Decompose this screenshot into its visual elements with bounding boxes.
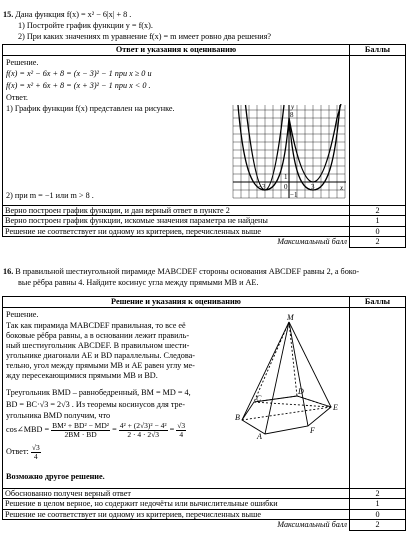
p15-criterion-text: Решение не соответствует ни одному из критериев, перечисленных выше (3, 226, 350, 236)
label-eight: 8 (290, 111, 294, 119)
graph-curve-left (246, 104, 346, 190)
answer-den: 4 (33, 451, 38, 461)
cos-formula: cos∠MBD = $\frac{\text{BM² + BD² − MD²}}{2BM \cdot BD}$ = $\frac{\text{4² + (2√3)² − 4²}}{2 \cdot 4 \cdot 2√3}$ = $\frac{√3}{4}$ (6, 421, 186, 439)
label-y: y (291, 104, 295, 111)
fraction-3 (176, 422, 186, 438)
cos-lhs: cos∠MBD = (6, 424, 50, 434)
p16-header-right: Баллы (350, 297, 406, 308)
problem-16-statement-text: В правильной шестиугольной пирамиде MABCDEF стороны основания ABCDEF равны 2, а боко- (15, 267, 360, 276)
p15-criterion-text: Верно построен график функции, искомые значения параметра не найдены (3, 216, 350, 226)
answer-num: √3 (31, 443, 40, 452)
p16-criterion-score: 1 (350, 499, 406, 509)
fraction-2-den: 2 · 4 · 2√3 (127, 429, 159, 439)
p16-criterion-score: 2 (350, 489, 406, 499)
problem-16-table (2, 296, 406, 531)
p16-sol-line: жду пересекающимися прямыми MB и BD. (6, 371, 158, 380)
p15-criterion-score: 2 (350, 206, 406, 216)
problem-16-number: 16. (3, 267, 14, 276)
p15-sol-line: Ответ. (6, 93, 28, 102)
p15-criterion-text: Верно построен график функции, и дан верный ответ в пункте 2 (3, 206, 350, 216)
p15-header-left: Ответ и указания к оцениванию (3, 45, 350, 56)
p15-criterion-score: 1 (350, 216, 406, 226)
function-graph (229, 104, 349, 200)
p15-solution-cell (3, 56, 350, 206)
p16-criterion-text: Решение в целом верное, но содержит недочёты или вычислительные ошибки (3, 499, 350, 509)
fraction-2 (119, 422, 168, 438)
answer-fraction (31, 444, 41, 460)
label-A: A (257, 432, 262, 441)
answer (6, 444, 41, 460)
p15-sol-line: f(x) = x² + 6x + 8 = (x + 3)² − 1 при x < 0 . (6, 81, 151, 90)
p16-sol-line: Решение. (6, 310, 39, 319)
p15-max-label: Максимальный балл (3, 237, 350, 247)
p15-criterion-score: 0 (350, 226, 406, 236)
p16-tri-line-3: угольника BMD получим, что (6, 411, 111, 420)
label-E: E (333, 403, 338, 412)
label-minus-three: −3 (258, 183, 266, 191)
p16-max-score: 2 (350, 520, 406, 530)
label-C: C (256, 394, 262, 403)
fraction-2-num: 4² + (2√3)² − 4² (119, 421, 167, 430)
label-zero: 0 (284, 183, 288, 191)
p15-sol-line: 1) График функции f(x) представлен на рисунке. (6, 104, 175, 113)
problem-15-task-1: 1) Постройте график функции y = f(x). (18, 21, 153, 30)
p16-solution-score (350, 308, 406, 489)
label-one: 1 (284, 173, 288, 181)
label-minus-one: −1 (290, 191, 298, 199)
problem-15-task-2: 2) При каких значениях m уравнение f(x) = m имеет ровно два решения? (18, 32, 272, 41)
p15-sol-line: f(x) = x² − 6x + 8 = (x − 3)² − 1 при x ≥ 0 и (6, 69, 152, 78)
answer-label: Ответ: (6, 446, 29, 456)
label-D: D (298, 387, 304, 396)
fraction-1-num: BM² + BD² − MD² (52, 421, 110, 430)
p15-sol-line: 2) при m = −1 или m > 8 . (6, 191, 94, 200)
p16-sol-line: боковые рёбра равны, а в основании лежит правиль- (6, 331, 190, 340)
fraction-3-den: 4 (179, 429, 184, 439)
p16-max-label: Максимальный балл (3, 520, 350, 530)
fraction-1-den: 2BM · BD (64, 429, 97, 439)
label-B: B (235, 413, 240, 422)
problem-15-table (2, 44, 406, 248)
p15-solution-score (350, 56, 406, 206)
p16-criterion-score: 0 (350, 509, 406, 519)
p16-sol-line: Так как пирамида MABCDEF правильная, то все её (6, 321, 186, 330)
p16-sol-line: угольнике диагонали AE и BD параллельны. Следова- (6, 351, 195, 360)
problem-15-number: 15. (3, 10, 14, 19)
problem-16-statement-1 (3, 267, 359, 277)
label-three: 3 (311, 183, 315, 191)
problem-15-intro-text: Дана функция f(x) = x² − 6|x| + 8 . (15, 10, 132, 19)
p16-sol-line: тельно, угол между прямыми MB и AE равен углу ме- (6, 361, 195, 370)
p16-tri-line-1: Треугольник BMD – равнобедренный, BM = MD = 4, (6, 388, 191, 397)
p16-criterion-text: Обоснованно получен верный ответ (3, 489, 350, 499)
fraction-3-num: √3 (177, 421, 186, 430)
p16-solution-cell (3, 308, 350, 489)
p16-sol-line: ный шестиугольник ABCDEF. В правильном шести- (6, 341, 190, 350)
label-M: M (287, 313, 294, 322)
p16-header-left: Решение и указания к оцениванию (3, 297, 350, 308)
label-x: x (340, 184, 344, 192)
pyramid-figure (232, 312, 352, 442)
problem-15-intro (3, 10, 131, 20)
p16-tri-line-2: BD = BC·√3 = 2√3 . Из теоремы косинусов для тре- (6, 400, 185, 409)
p15-max-score: 2 (350, 237, 406, 247)
fraction-1 (51, 422, 110, 438)
other-solution-note: Возможно другое решение. (6, 472, 105, 481)
p15-sol-line: Решение. (6, 58, 39, 67)
problem-16-statement-2: вые рёбра равны 4. Найдите косинус угла между прямыми MB и AE. (18, 278, 259, 287)
p16-criterion-text: Решение не соответствует ни одному из критериев, перечисленных выше (3, 509, 350, 519)
p15-header-right: Баллы (350, 45, 406, 56)
label-F: F (310, 426, 315, 435)
